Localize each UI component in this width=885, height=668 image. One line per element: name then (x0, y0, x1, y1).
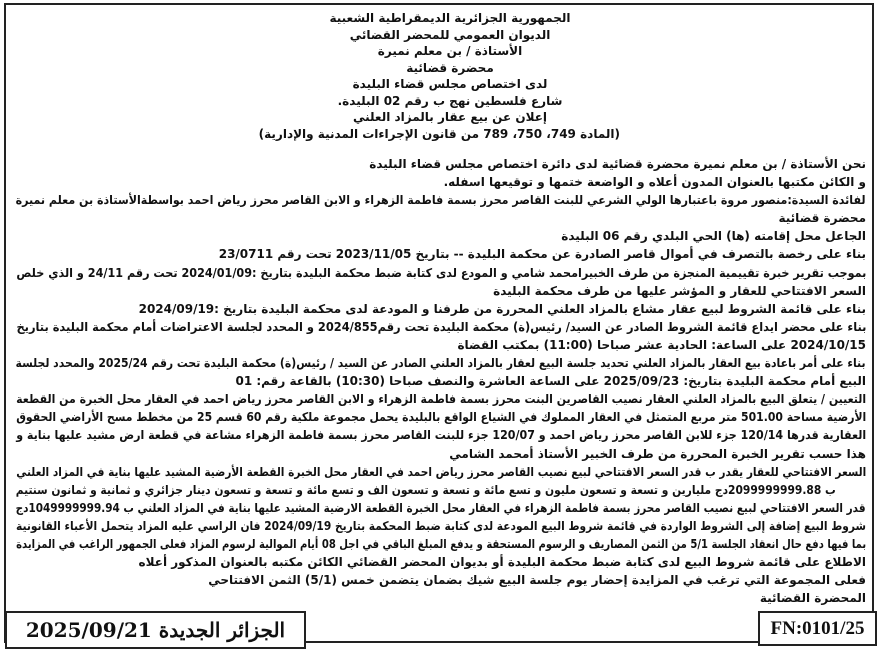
body-line-text: قدر السعر الافتتاحي لبيع نصيب القاصر محرز بسمة فاطمة الزهراء في العقار محل الخبرة القطعة الارضية المشيد عليها بناية في المزاد العلني ب 1049999999.94دج (16, 500, 866, 515)
body-line (16, 553, 866, 571)
file-number-box (758, 611, 877, 646)
body-line (16, 463, 866, 481)
body-line-text: المحضرة القضائية (759, 591, 866, 606)
body-line (16, 499, 866, 517)
body-line-text: الاطلاع على قائمة شروط البيع لدى كتابة ضبط محكمة البليدة أو بديوان المحضر القضائي الكائن مكتبه بالعنوان المذكور أعلاه (138, 555, 866, 570)
body-line-text: بناء على أمر باعادة بيع العقار بالمزاد العلني تحديد جلسة البيع لعقار بالمزاد العلني الصادر عن السيد / رئيس(ة) محكمة البليدة تحت رقم 2025/24 والمحدد لجلسة (16, 356, 867, 371)
body-line (16, 191, 866, 209)
body-line (16, 354, 866, 372)
body-line (16, 571, 866, 589)
body-line-text: و الكائن مكتبها بالعنوان المدون أعلاه و الواضعة ختمها و توقيعها اسفله. (443, 175, 866, 190)
body-line (16, 535, 866, 553)
body-line-text: السعر الافتتاحي للعقار و المؤشر عليها من طرف محكمة البليدة (493, 283, 866, 298)
publication-label: الجزائر الجديدة 2025/09/21 (25, 618, 286, 642)
notice-header (258, 10, 620, 142)
body-line-text: البيع أمام محكمة البليدة بتاريخ: 2025/09/23 على الساعة العاشرة والنصف صباحا (10:30) بالقاعة رقم: 01 (235, 374, 866, 389)
body-line (16, 517, 866, 535)
body-line (16, 481, 866, 499)
body-line (16, 408, 866, 426)
body-line (16, 155, 866, 173)
body-line-text: التعيين / يتعلق البيع بالمزاد العلني العقار نصيب القاصرين البنت محرز بسمة فاطمة الزهراء و الابن القاصر محرز رياض احمد في العقار محل الخبرة من القطعة (16, 392, 866, 407)
body-line (16, 390, 866, 408)
header-line: لدى اختصاص مجلس قضاء البليدة (352, 77, 548, 91)
body-line-text: الجاعل محل إقامته (ها) الحي البلدي رقم 06 البليدة (561, 229, 866, 244)
body-line-text: نحن الأستاذة / بن معلم نميرة محضرة قضائية لدى دائرة اختصاص مجلس قضاء البليدة (369, 157, 866, 171)
body-line (16, 264, 866, 282)
body-line (16, 426, 866, 444)
body-line-text: 2024/10/15 على الساعة: الحادية عشر صباحا (11:00) بمكتب القضاة (457, 337, 866, 352)
body-line (16, 589, 866, 607)
publication-date-box (5, 611, 306, 649)
file-number: FN:0101/25 (770, 618, 865, 639)
legal-reference: (المادة 749، 750، 789 من قانون الإجراءات المدنية والإدارية) (258, 126, 620, 141)
body-line (16, 372, 866, 390)
body-line-text: بما فيها دفع حال انعقاد الجلسة 5/1 من الثمن المصاريف و الرسوم المستحقة و يدفع المبلغ الباقي في اجل 08 أيام الموالية لرسوم المزاد فعلى الجمهور الراغب في المزايدة (16, 536, 866, 551)
header-line: شارع فلسطين نهج ب رقم 02 البليدة. (337, 93, 563, 108)
body-line-text: هذا حسب تقرير الخبرة المحررة من طرف الخبير الأستاذ أمحمد الشامي (449, 446, 866, 461)
body-line-text: محضرة قضائية (778, 211, 866, 226)
body-line (16, 209, 866, 227)
header-line: الديوان العمومي للمحضر القضائي (349, 27, 551, 42)
body-line-text: العقارية قدرها 120/14 جزء للابن القاصر محرز رياض احمد و 120/07 جزء للبنت القاصر محرز بسمة فاطمة الزهراء مشاعة في قطعة ارض مشيد عليها بناية و (16, 428, 866, 443)
body-line (16, 318, 866, 336)
body-line (16, 282, 866, 300)
body-line (16, 173, 866, 191)
notice-title: إعلان عن بيع عقار بالمزاد العلني (352, 110, 548, 124)
notice-body (16, 155, 866, 607)
body-line-text: ب 2099999999.88دج مليارين و تسعة و تسعون مليون و تسع مائة و تسعة و تسعون الف و تسع مائة و تسعة و تسعون دينار جزائري و ثمانية و ثمانون سنتيم (16, 482, 836, 497)
body-line-text: بناء على قائمة الشروط لبيع عقار مشاع بالمزاد العلني المحررة من طرفنا و المودعة لدى محكمة البليدة بتاريخ :2024/09/19 (138, 301, 866, 316)
header-line: محضرة قضائية (406, 60, 494, 75)
body-line (16, 300, 866, 318)
body-line (16, 445, 866, 463)
body-line-text: بناء على محضر ايداع قائمة الشروط الصادر عن السيد/ رئيس(ة) محكمة البليدة تحت رقم2024/855 و المحدد لجلسة الاعتراضات أمام محكمة البليدة بتاريخ (16, 319, 866, 334)
header-line: الجمهورية الجزائرية الديمقراطية الشعبية (329, 11, 571, 25)
body-line-text: فعلى المجموعة التي ترغب في المزايدة إحضار يوم جلسة البيع شيك بضمان يتضمن خمس (5/1) الثمن الافتتاحي (208, 573, 866, 588)
body-line-text: لفائدة السيدة:منصور مروة باعتبارها الولي الشرعي للبنت القاصر محرز بسمة فاطمة الزهراء و الابن القاصر محرز رياض احمد بواسطةالأستاذة بن معلم نميرة (16, 193, 866, 208)
body-line-text: شروط البيع إضافة إلى الشروط الواردة في قائمة شروط البيع المودعة لدى كتابة ضبط المحكمة بتاريخ 2024/09/19 فان الراسي عليه المزاد يتحمل الأعباء القانونية (16, 518, 866, 533)
body-line (16, 245, 866, 263)
header-line: الأستاذة / بن معلم نميرة (377, 44, 523, 58)
body-line-text: الأرضية مساحة 501.00 متر مربع المتمثل في العقار المملوك في الشياع الواقع بالبليدة يحمل مجموعة ملكية رقم 60 قسم 25 من مخطط مسح الأراضي الحقوق (16, 410, 866, 425)
body-line-text: بناء على رخصة بالتصرف في أموال قاصر الصادرة عن محكمة البليدة -- بتاريخ 2023/11/05 تحت رقم 23/0711 (218, 247, 866, 262)
body-line (16, 336, 866, 354)
body-line-text: السعر الافتتاحي للعقار يقدر ب قدر السعر الافتتاحي لبيع نصيب القاصر محرز رياض احمد في العقار محل الخبرة القطعة الأرضية المشيد عليها بناية في المزاد العلني (16, 464, 866, 479)
body-line (16, 227, 866, 245)
body-line-text: بموجب تقرير خبرة تقييمية المنجزة من طرف الخبيرامحمد شامي و المودع لدى كتابة ضبط محكمة البليدة بتاريخ :2024/01/09 تحت رقم 24/11 و الذي خلص (16, 265, 867, 280)
